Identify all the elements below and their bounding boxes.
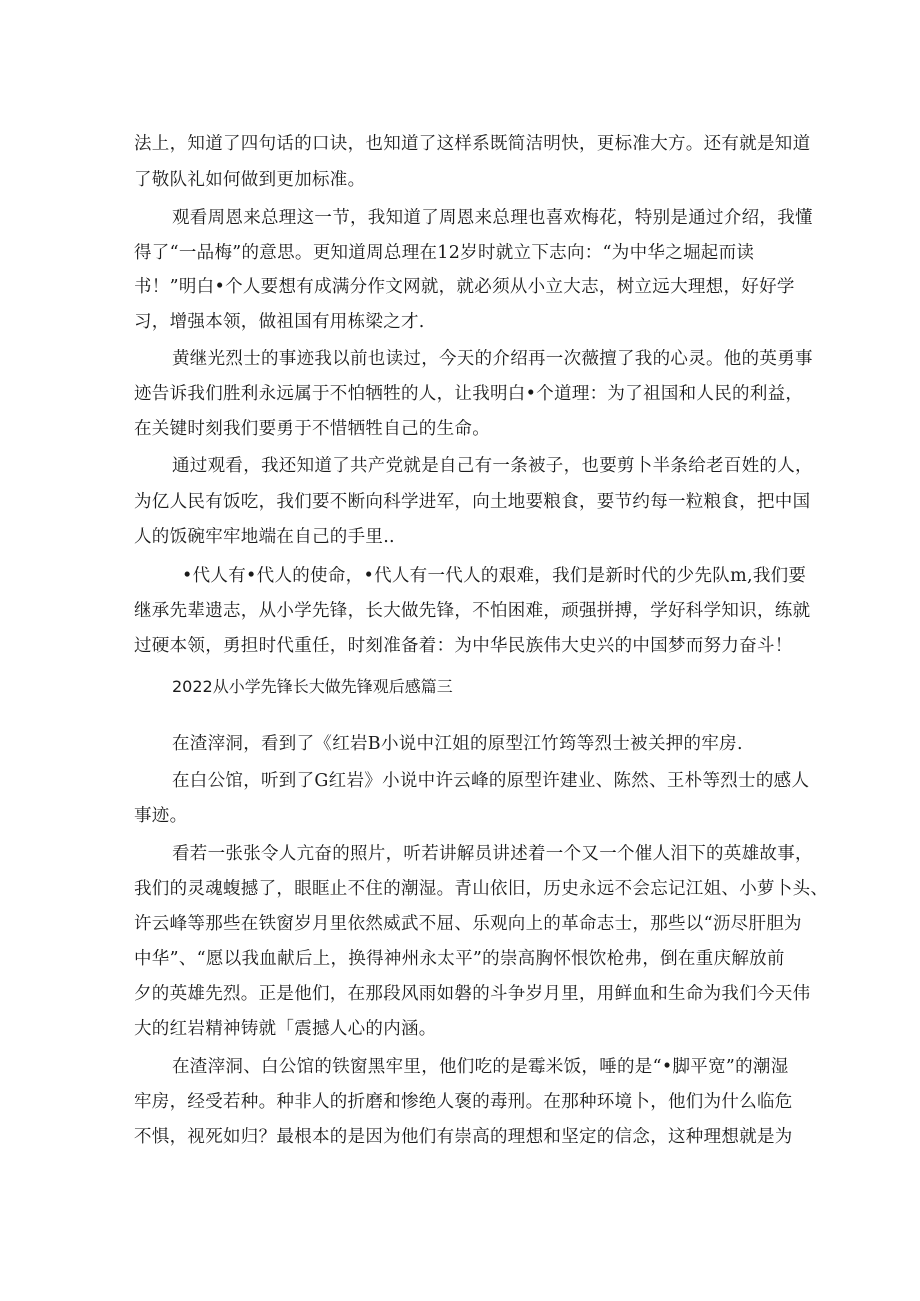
text-line: 通过观看，我还知道了共产党就是自己有一条被子，也要剪卜半条给老百姓的人， xyxy=(172,456,813,476)
text-line: 迹告诉我们胜利永远属于不怕牺牲的人，让我明白•个道理：为了祖国和人民的利益， xyxy=(134,384,804,404)
text-line: 过硬本领，勇担时代重任，时刻准备着：为中华民族伟大史兴的中国梦而努力奋斗！ xyxy=(134,636,793,656)
text-line: 了敬队礼如何做到更加标准。 xyxy=(134,170,366,190)
text-line: 习，增强本领，做祖国有用栋梁之才. xyxy=(134,312,425,332)
text-line: 夕的英雄先烈。正是他们，在那段风雨如磐的斗争岁月里，用鲜血和生命为我们今天伟 xyxy=(134,984,811,1004)
text-line: 人的饭碗牢牢地端在自己的手里.. xyxy=(134,527,395,547)
text-line: 事迹。 xyxy=(134,806,188,826)
text-line: 观看周恩来总理这一节，我知道了周恩来总理也喜欢梅花，特别是通过介绍，我懂 xyxy=(172,208,813,228)
text-line: 在渣滓洞，看到了《红岩B小说中江姐的原型江竹筠等烈士被关押的牢房. xyxy=(172,734,743,754)
text-line: 黄继光烈士的事迹我以前也读过，今天的介绍再一次薇擅了我的心灵。他的英勇事 xyxy=(172,349,813,369)
text-line: 许云峰等那些在铁窗岁月里依然威武不屈、乐观向上的革命志士，那些以“沥尽肝胆为 xyxy=(134,914,802,934)
text-line: 在白公馆，听到了G红岩》小说中许云峰的原型许建业、陈然、王朴等烈士的感人 xyxy=(172,771,810,791)
text-line: 在渣滓洞、白公馆的铁窗黑牢里，他们吃的是霉米饭，唾的是“•脚平宽”的潮湿 xyxy=(172,1057,789,1077)
text-line: 为亿人民有饭吃，我们要不断向科学进军，向土地要粮食，要节约每一粒粮食，把中国 xyxy=(134,492,811,512)
text-line: 大的红岩精神铸就「震撼人心的内涵。 xyxy=(134,1019,437,1039)
text-line: 不惧，视死如归？最根本的是因为他们有崇高的理想和坚定的信念，这种理想就是为 xyxy=(134,1127,793,1147)
text-line: 我们的灵魂蝮撼了，眼眶止不住的潮湿。青山依旧，历史永远不会忘记江姐、小萝卜头、 xyxy=(134,879,829,899)
text-line: 得了“一品梅”的意思。更知道周总理在12岁时就立下志向：“为中华之堀起而读 xyxy=(134,243,755,263)
text-line: 看若一张张令人亢奋的照片，听若讲解员讲述着一个又一个催人泪下的英雄故事， xyxy=(172,844,813,864)
text-line: 牢房，经受若种。种非人的折磨和惨绝人褒的毒刑。在那种环境卜，他们为什么临危 xyxy=(134,1092,793,1112)
text-line: 法上，知道了四句话的口诀，也知道了这样系既简洁明快，更标准大方。还有就是知道 xyxy=(134,134,811,154)
text-line: 在关键时刻我们要勇于不惜牺牲自己的生命。 xyxy=(134,419,490,439)
text-line: 中华”、“愿以我血献后上，换得神州永太平”的崇高胸怀恨饮枪弗，倒在重庆解放前 xyxy=(134,949,785,969)
text-line: 书！”明白•个人要想有成满分作文网就，就必须从小立大志，树立远大理想，好好学 xyxy=(134,277,795,297)
section-heading: 2022从小学先锋长大做先锋观后感篇三 xyxy=(172,677,453,696)
text-line: •代人有•代人的使命，•代人有一代人的艰难，我们是新时代的少先队m,我们要 xyxy=(182,566,807,586)
text-line: 继承先辈遗志，从小学先锋，长大做先锋，不怕困难，顽强拼搏，学好科学知识，练就 xyxy=(134,601,811,621)
